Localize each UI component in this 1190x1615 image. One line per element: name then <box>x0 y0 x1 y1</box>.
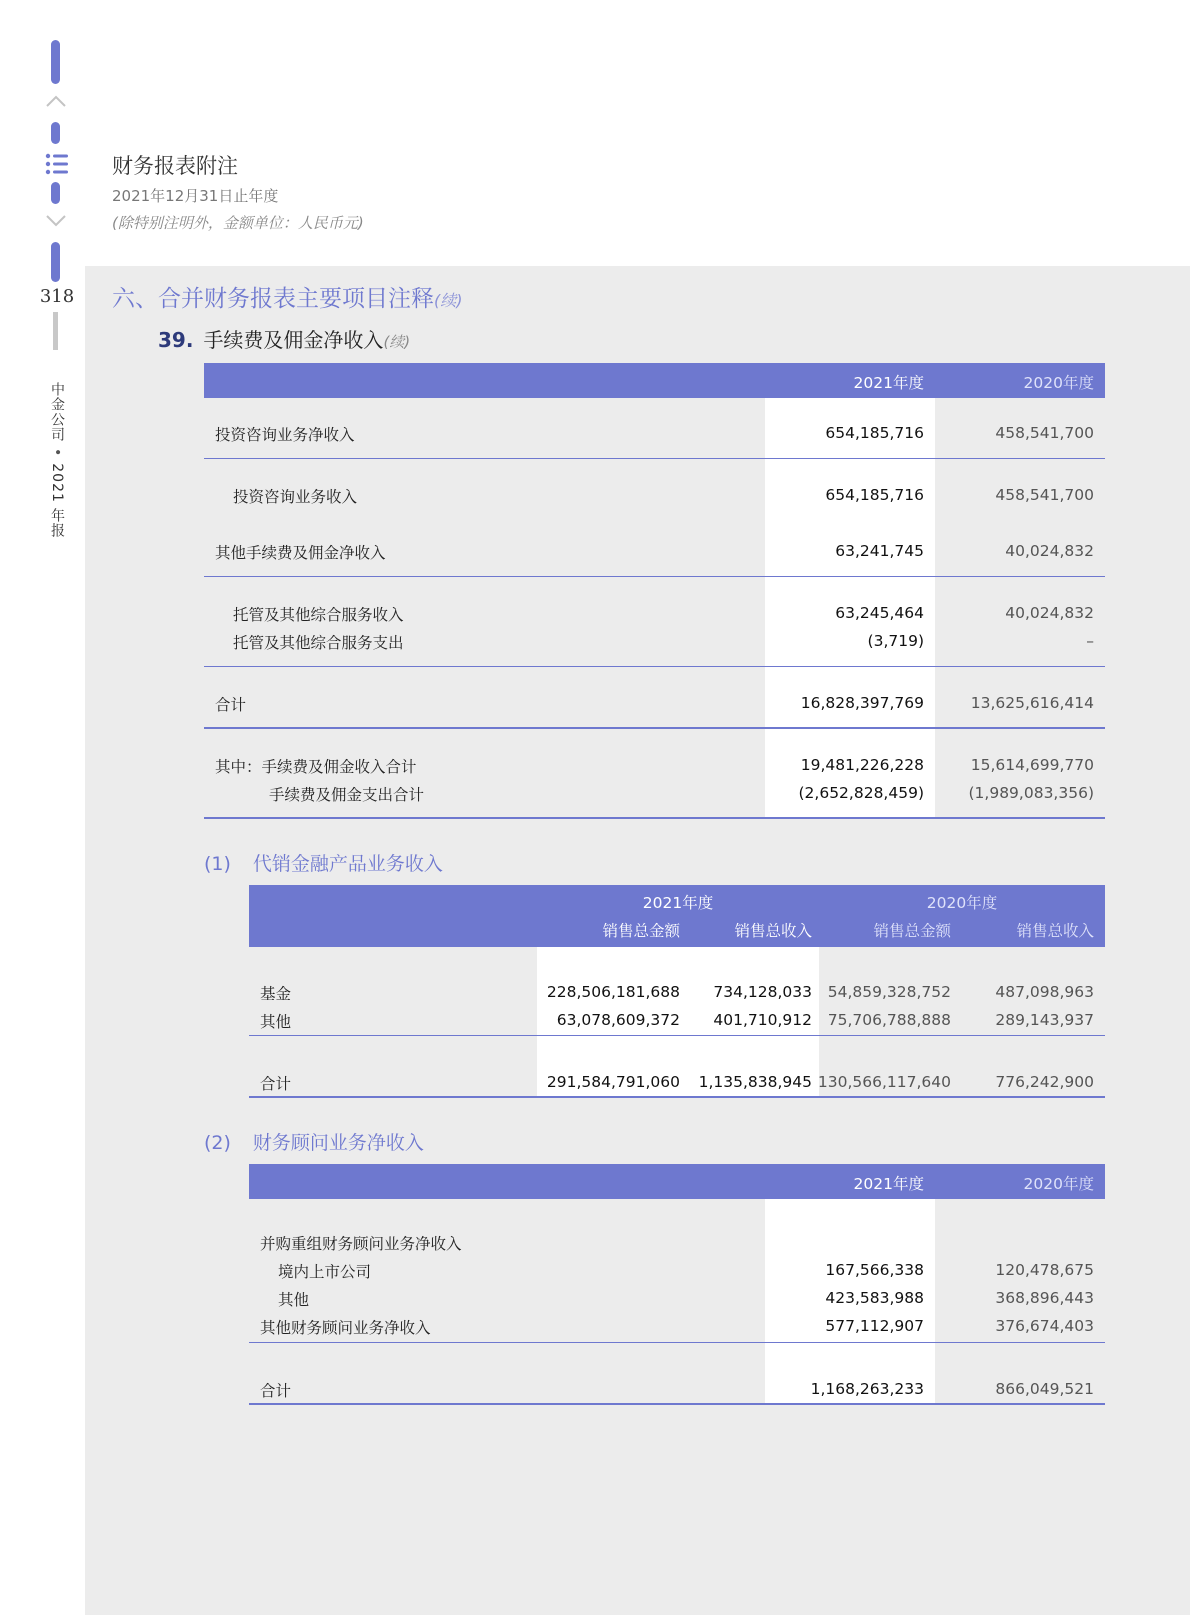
row-cur-amount: 291,584,791,060 <box>546 1073 680 1091</box>
side-label-year: 2021 年报 <box>49 463 65 539</box>
row-prv-income: 776,242,900 <box>995 1073 1094 1091</box>
row-label: 基金 <box>260 985 292 1003</box>
note1-title <box>204 849 443 876</box>
menu-list-icon[interactable] <box>45 152 69 176</box>
row-current: 577,112,907 <box>825 1317 924 1335</box>
row-cur-income: 734,128,033 <box>713 983 812 1001</box>
row-label: 托管及其他综合服务支出 <box>233 634 404 652</box>
page-number: 318 <box>39 286 75 307</box>
note2-title <box>204 1128 424 1155</box>
row-prior: 866,049,521 <box>995 1380 1094 1398</box>
row-divider <box>204 458 1105 459</box>
row-current: 16,828,397,769 <box>800 694 924 712</box>
row-divider <box>204 576 1105 577</box>
subsection-title-text: 手续费及佣金净收入 <box>203 328 384 352</box>
note1-table <box>249 885 1105 1100</box>
page-title: 财务报表附注 <box>112 154 238 178</box>
row-divider <box>249 1035 1105 1036</box>
row-label: 托管及其他综合服务收入 <box>233 606 404 624</box>
row-label: 投资咨询业务收入 <box>233 488 358 506</box>
row-label: 其他财务顾问业务净收入 <box>260 1319 431 1337</box>
table-header <box>204 363 1105 398</box>
header-2020: 2020年度 <box>926 894 998 912</box>
nav-bar-mid-1 <box>51 122 60 144</box>
row-cur-income: 1,135,838,945 <box>698 1073 812 1091</box>
row-current: 654,185,716 <box>825 486 924 504</box>
row-current: (2,652,828,459) <box>798 784 924 802</box>
row-current: 167,566,338 <box>825 1261 924 1279</box>
table-bottom-rule <box>204 817 1105 819</box>
side-label-company: 中金公司 <box>49 382 65 442</box>
header-2021: 2021年度 <box>642 894 714 912</box>
subsection-continued: (续) <box>383 333 411 351</box>
section-title <box>112 280 463 313</box>
section-continued: (续) <box>434 291 463 310</box>
row-current: 63,245,464 <box>835 604 924 622</box>
nav-bar-top <box>51 40 60 84</box>
header-sales-amount-2020: 销售总金额 <box>873 922 951 940</box>
row-prv-income: 487,098,963 <box>995 983 1094 1001</box>
row-label: 其他 <box>260 1013 292 1031</box>
row-current: 1,168,263,233 <box>810 1380 924 1398</box>
row-prior: – <box>1086 632 1094 650</box>
row-label: 其他 <box>278 1291 310 1309</box>
row-cur-income: 401,710,912 <box>713 1011 812 1029</box>
row-divider <box>204 666 1105 667</box>
note1-number: (1) <box>204 853 231 875</box>
row-prv-income: 289,143,937 <box>995 1011 1094 1029</box>
row-label: 投资咨询业务净收入 <box>215 426 355 444</box>
row-prior: 368,896,443 <box>995 1289 1094 1307</box>
main-table <box>204 363 1105 821</box>
row-prior: 120,478,675 <box>995 1261 1094 1279</box>
row-current: 63,241,745 <box>835 542 924 560</box>
header-2020: 2020年度 <box>1023 1175 1094 1193</box>
row-label: 并购重组财务顾问业务净收入 <box>260 1235 462 1253</box>
row-prv-amount: 54,859,328,752 <box>827 983 951 1001</box>
row-label: 境内上市公司 <box>278 1263 372 1281</box>
row-prior: 458,541,700 <box>995 486 1094 504</box>
header-sales-amount-2021: 销售总金额 <box>602 922 680 940</box>
row-prior: 15,614,699,770 <box>970 756 1094 774</box>
header-2020: 2020年度 <box>1023 374 1094 392</box>
note2-table <box>249 1164 1105 1407</box>
row-current: 654,185,716 <box>825 424 924 442</box>
row-label: 手续费及佣金支出合计 <box>269 786 425 804</box>
nav-bar-mid-2 <box>51 182 60 204</box>
header-2021: 2021年度 <box>853 1175 924 1193</box>
nav-divider <box>53 312 58 350</box>
row-prior: 458,541,700 <box>995 424 1094 442</box>
current-year-column <box>765 1164 935 1405</box>
report-period: 2021年12月31日止年度 <box>112 187 279 205</box>
note2-title-text: 财务顾问业务净收入 <box>252 1132 424 1154</box>
row-prior: (1,989,083,356) <box>968 784 1094 802</box>
row-prior: 40,024,832 <box>1005 542 1094 560</box>
row-label: 合计 <box>260 1382 292 1400</box>
row-label: 其他手续费及佣金净收入 <box>215 544 386 562</box>
row-prior: 13,625,616,414 <box>970 694 1094 712</box>
row-cur-amount: 63,078,609,372 <box>556 1011 680 1029</box>
row-current: (3,719) <box>867 632 924 650</box>
row-divider <box>249 1342 1105 1343</box>
row-current: 423,583,988 <box>825 1289 924 1307</box>
side-navigation <box>0 0 85 1615</box>
row-cur-amount: 228,506,181,688 <box>546 983 680 1001</box>
row-prv-amount: 75,706,788,888 <box>827 1011 951 1029</box>
header-sales-income-2021: 销售总收入 <box>734 922 812 940</box>
row-prior: 40,024,832 <box>1005 604 1094 622</box>
unit-note: (除特别注明外，金额单位：人民币元) <box>112 214 364 232</box>
row-label: 合计 <box>215 696 247 714</box>
side-report-label: 中金公司•2021 年报 <box>49 382 65 539</box>
chevron-up-icon[interactable] <box>45 90 67 112</box>
row-label: 其中：手续费及佣金收入合计 <box>215 758 417 776</box>
table-header <box>249 1164 1105 1199</box>
header-2021: 2021年度 <box>853 374 924 392</box>
row-prior: 376,674,403 <box>995 1317 1094 1335</box>
table-bottom-rule <box>249 1403 1105 1405</box>
row-label: 合计 <box>260 1075 292 1093</box>
subsection-title <box>158 324 410 353</box>
note2-number: (2) <box>204 1132 231 1154</box>
table-bottom-rule <box>249 1096 1105 1098</box>
chevron-down-icon[interactable] <box>45 210 67 232</box>
subsection-number: 39. <box>158 328 194 352</box>
row-prv-amount: 130,566,117,640 <box>817 1073 951 1091</box>
note1-title-text: 代销金融产品业务收入 <box>252 853 443 875</box>
nav-bar-bottom <box>51 242 60 282</box>
row-current: 19,481,226,228 <box>800 756 924 774</box>
header-sales-income-2020: 销售总收入 <box>1016 922 1094 940</box>
total-divider <box>204 727 1105 729</box>
section-title-text: 六、合并财务报表主要项目注释 <box>112 286 434 312</box>
